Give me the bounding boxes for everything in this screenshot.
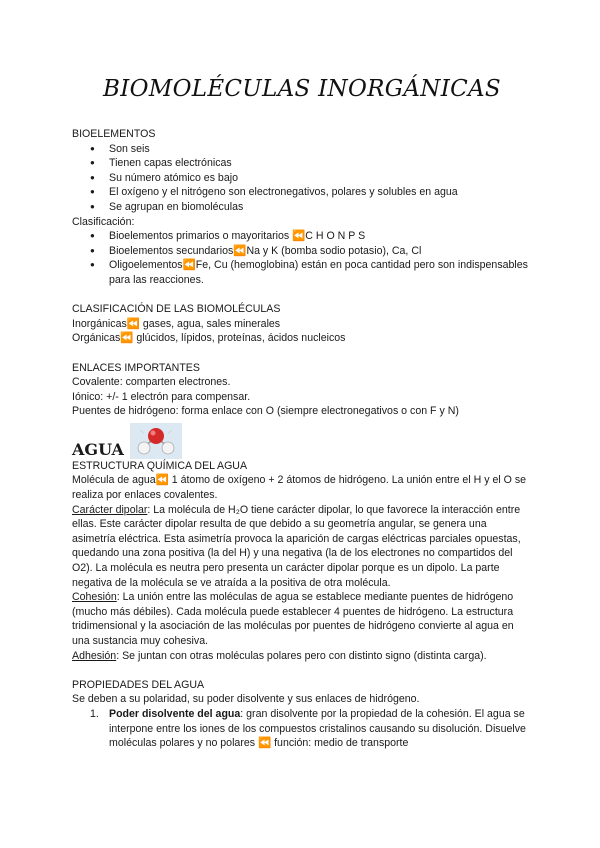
list-item: ● Bioelementos secundarios⏪Na y K (bomba sodio potasio), Ca, Cl [72,244,532,259]
adhesion-text: : Se juntan con otras moléculas polares pero con distinto signo (distinta carga). [116,649,487,662]
item-term: Poder disolvente del agua [109,707,241,720]
text-line: Orgánicas⏪ glúcidos, lípidos, proteínas, ácidos nucleicos [72,332,346,345]
page-title: BIOMOLÉCULAS INORGÁNICAS [103,76,501,102]
list-clasificacion [72,229,532,287]
agua-header [72,423,532,459]
water-molecule-icon [130,423,182,459]
item-text: : gran disolvente por la propiedad de la cohesión. El agua se interpone entre los iones de los compuestos cristalinos causando su disolución. Disuelve moléculas polares y no polares ⏪ función: medio de transporte [109,707,526,750]
list-item: ● Su número atómico es bajo [72,171,532,186]
list-item: ● El oxígeno y el nitrógeno son electronegativos, polares y solubles en agua [72,185,532,200]
term-adhesion: Adhesión [72,649,117,662]
text-line: Iónico: +/- 1 electrón para compensar. [72,390,251,403]
list-item: ● Son seis [72,142,532,157]
list-bioelementos [72,142,532,215]
text-line: Inorgánicas⏪ gases, agua, sales minerales [72,317,281,330]
water-molecule-image [130,423,182,459]
document-body [72,127,532,751]
term-dipolar: Carácter dipolar [72,503,148,516]
paragraph-cohesion [72,590,532,648]
list-propiedades [72,707,532,751]
heading-bioelementos: BIOELEMENTOS [72,128,156,140]
paragraph-dipolar [72,503,532,591]
list-item [72,707,532,751]
heading-enlaces: ENLACES IMPORTANTES [72,361,200,374]
item-number: 1. [90,707,99,720]
text-line: Covalente: comparten electrones. [72,376,231,389]
propiedades-intro: Se deben a su polaridad, su poder disolvente y sus enlaces de hidrógeno. [72,693,420,706]
text-line: Puentes de hidrógeno: forma enlace con O (siempre electronegativos o con F y N) [72,405,459,418]
section-enlaces [72,361,532,419]
section-estructura-agua [72,459,532,663]
agua-title: AGUA [72,439,124,459]
paragraph-molecula: Molécula de agua⏪ 1 átomo de oxígeno + 2 átomos de hidrógeno. La unión entre el H y el O se realiza por enlaces covalentes. [72,474,527,502]
section-bioelementos [72,127,532,288]
term-cohesion: Cohesión [72,591,117,604]
cohesion-text: : La unión entre las moléculas de agua se establece mediante puentes de hidrógeno (mucho más débiles). Cada molécula puede establecer 4 puentes de hidrógeno. La estructura tridimensional y la asociación de las moléculas por puentes de hidrógeno convierte al agua en una sustancia muy cohesiva. [72,591,514,647]
list-item: ● Oligoelementos⏪Fe, Cu (hemoglobina) están en poca cantidad pero son indispensables para las reacciones. [72,258,532,287]
list-item: ● Se agrupan en biomoléculas [72,200,532,215]
paragraph-adhesion [72,649,532,664]
heading-propiedades: PROPIEDADES DEL AGUA [72,678,205,691]
clasificacion-label: Clasificación: [72,215,135,228]
heading-estructura: ESTRUCTURA QUÍMICA DEL AGUA [72,459,248,472]
heading-clasificacion: CLASIFICACIÓN DE LAS BIOMOLÉCULAS [72,303,281,316]
section-clasificacion-biomoleculas [72,302,532,346]
list-item: ● Bioelementos primarios o mayoritarios ⏪C H O N P S [72,229,532,244]
list-item: ● Tienen capas electrónicas [72,156,532,171]
section-propiedades [72,678,532,751]
dipolar-text: : La molécula de H₂O tiene carácter dipolar, lo que favorece la interacción entre ellas. Este carácter dipolar resulta de que debido a su geometría angular, se genera una asimetría eléctrica. Esta asimetría provoca la aparición de cargas eléctricas parciales opuestas, quedando una zona positiva (la del H) y una negativa (la de los electrones no compartidos del O2). La molécula es neutra pero presenta un carácter dipolar porque es un dipolo. La parte negativa de la molécula se ve atraída a la positiva de otra molécula. [72,503,521,589]
